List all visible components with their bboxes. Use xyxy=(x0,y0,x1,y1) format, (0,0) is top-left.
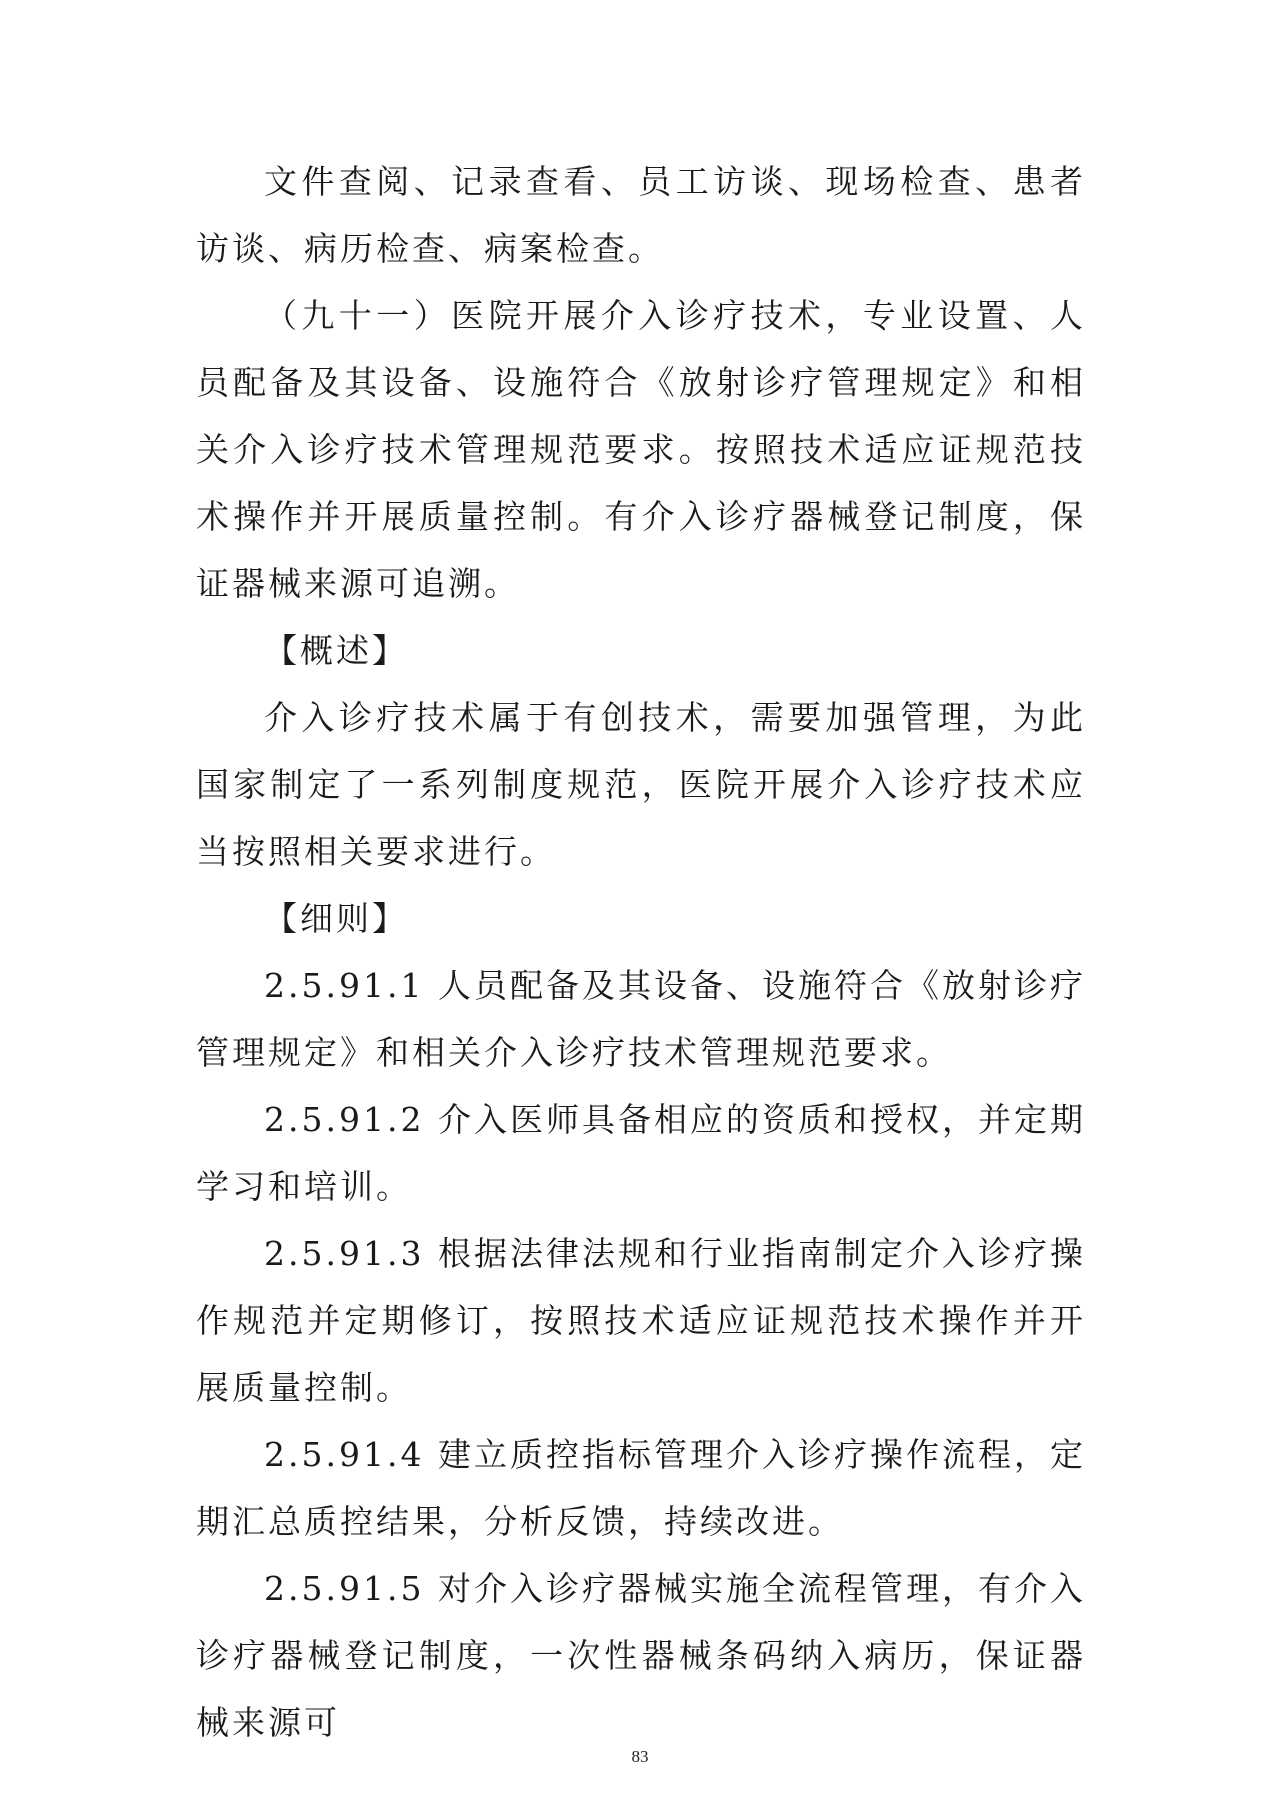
page-number: 83 xyxy=(631,1747,649,1766)
paragraph-detail-2-5-91-1: 2.5.91.1 人员配备及其设备、设施符合《放射诊疗管理规定》和相关介入诊疗技术管理规范要求。 xyxy=(196,966,1086,1072)
paragraph-detail-2-5-91-5: 2.5.91.5 对介入诊疗器械实施全流程管理，有介入诊疗器械登记制度，一次性器械条码纳入病历，保证器械来源可 xyxy=(196,1569,1086,1742)
paragraph-methods: 文件查阅、记录查看、员工访谈、现场检查、患者访谈、病历检查、病案检查。 xyxy=(196,162,1086,268)
paragraph-overview: 介入诊疗技术属于有创技术，需要加强管理，为此国家制定了一系列制度规范，医院开展介入诊疗技术应当按照相关要求进行。 xyxy=(196,698,1086,871)
document-page xyxy=(196,148,1086,1756)
paragraph-detail-2-5-91-2: 2.5.91.2 介入医师具备相应的资质和授权，并定期学习和培训。 xyxy=(196,1100,1086,1206)
paragraph-detail-2-5-91-3: 2.5.91.3 根据法律法规和行业指南制定介入诊疗操作规范并定期修订，按照技术适应证规范技术操作并开展质量控制。 xyxy=(196,1234,1086,1407)
paragraph-article-91: （九十一）医院开展介入诊疗技术，专业设置、人员配备及其设备、设施符合《放射诊疗管理规定》和相关介入诊疗技术管理规范要求。按照技术适应证规范技术操作并开展质量控制。有介入诊疗器械登记制度，保证器械来源可追溯。 xyxy=(196,296,1086,603)
paragraph-detail-2-5-91-4: 2.5.91.4 建立质控指标管理介入诊疗操作流程，定期汇总质控结果，分析反馈，持续改进。 xyxy=(196,1435,1086,1541)
section-heading-details: 【细则】 xyxy=(264,899,408,938)
section-heading-overview: 【概述】 xyxy=(264,631,408,670)
